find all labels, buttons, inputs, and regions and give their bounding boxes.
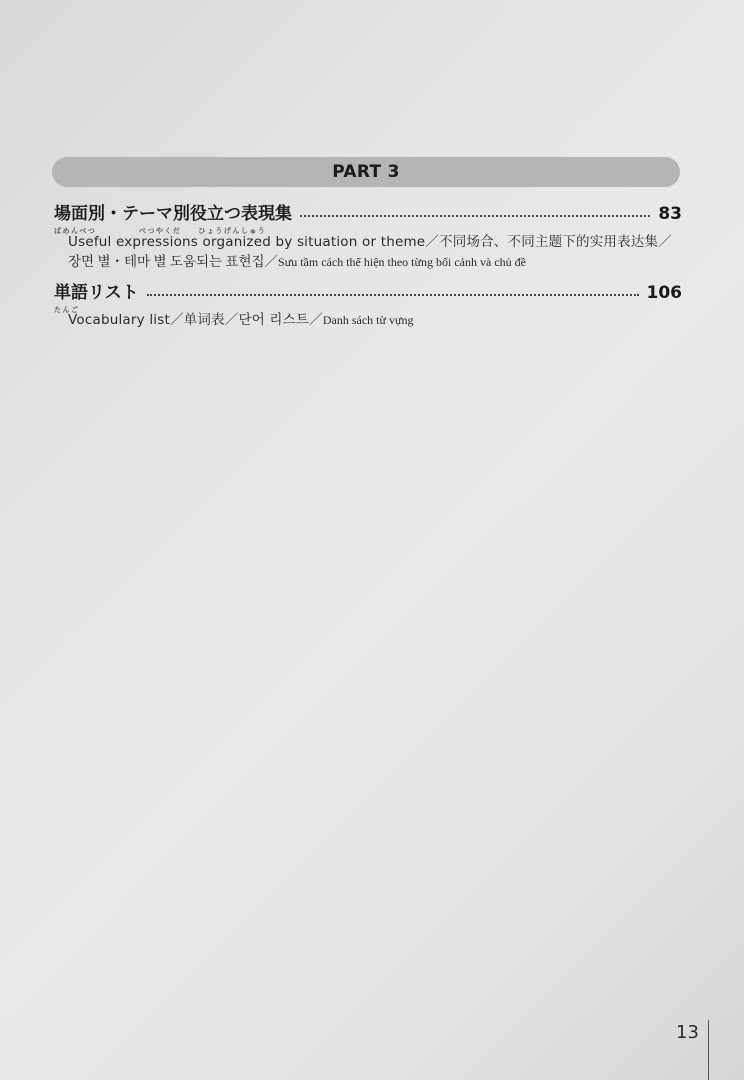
toc-entry-subtitle-2: 장면 별・테마 별 도움되는 표현집／Sưu tầm cách thể hiện theo từng bối cảnh và chủ đề [68,254,526,269]
dot-leader [300,215,650,217]
toc-entry-line [54,198,682,235]
toc-entry-subtitle: Vocabulary list／单词表／단어 리스트／Danh sách từ vựng [68,312,414,328]
furigana: たんご [54,306,80,314]
page-edge-rule [708,1020,709,1080]
toc-entry-title: 場面別・テーマ別役立つ表現集 ばめんべつ べつやくだ ひょうげんしゅう [54,204,292,235]
part-banner [52,157,680,187]
toc-entry-subtitle: Useful expressions organized by situation or theme／不同场合、不同主题下的实用表达集／ [68,234,672,250]
toc-entry-page: 106 [646,283,682,303]
toc-entry-page: 83 [658,204,682,224]
toc-entry-line [54,277,682,314]
furigana: ばめんべつ べつやくだ ひょうげんしゅう [54,227,267,235]
toc-entry-vocabulary [54,277,682,330]
toc-entry-title: 単語リスト たんご [54,283,139,314]
page-number: 13 [676,1022,699,1043]
dot-leader [147,294,639,296]
toc-entry-expressions [54,198,682,272]
part-label: PART 3 [332,162,400,182]
